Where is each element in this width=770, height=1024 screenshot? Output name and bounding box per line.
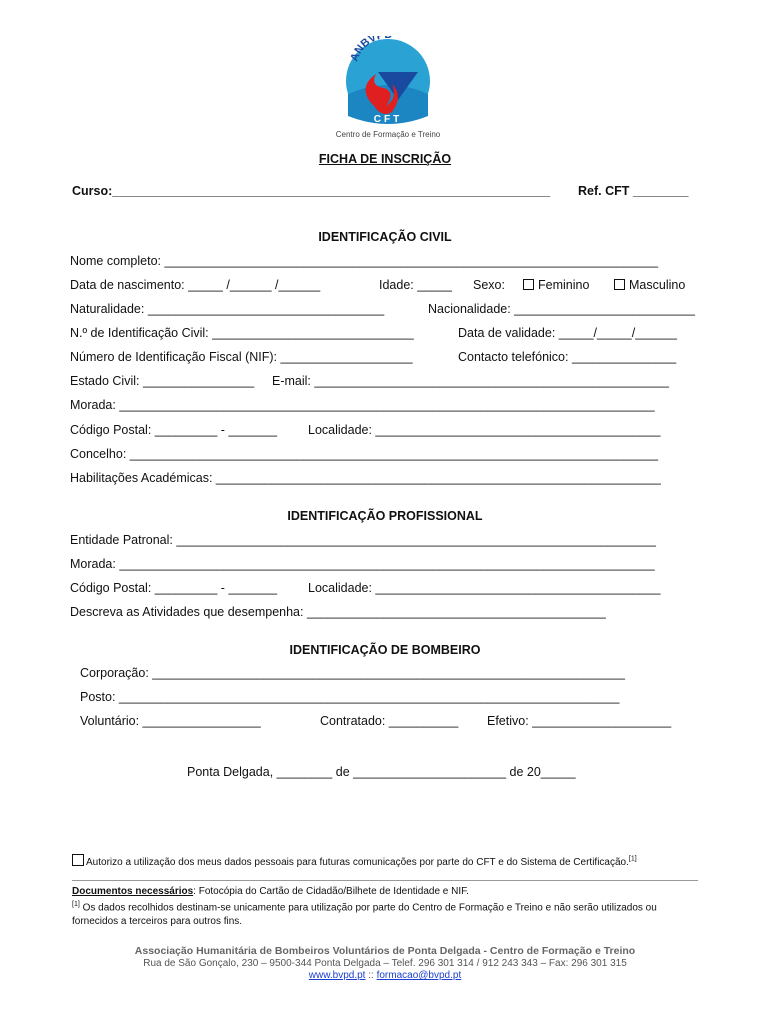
- nif-field[interactable]: Número de Identificação Fiscal (NIF): ___________________: [70, 350, 413, 364]
- contratado-field[interactable]: Contratado: __________: [320, 714, 459, 728]
- atividades-field[interactable]: Descreva as Atividades que desempenha: ___________________________________________: [70, 605, 606, 619]
- concelho-field[interactable]: Concelho: ____________________________________________________________________________: [70, 447, 659, 461]
- naturalidade-field[interactable]: Naturalidade: __________________________________: [70, 302, 385, 316]
- local-data-field[interactable]: Ponta Delgada, ________ de ______________________ de 20_____: [187, 765, 576, 779]
- website-link[interactable]: www.bvpd.pt: [308, 970, 366, 981]
- consent-checkbox[interactable]: [72, 854, 84, 866]
- ref-cft-field[interactable]: Ref. CFT ________: [578, 184, 689, 198]
- nacionalidade-field[interactable]: Nacionalidade: __________________________: [428, 302, 695, 316]
- documentos-necessarios: [72, 886, 469, 897]
- consent-footnote-ref: [1]: [628, 855, 637, 863]
- sexo-label: Sexo:: [473, 278, 505, 292]
- section-heading-bombeiro: IDENTIFICAÇÃO DE BOMBEIRO: [289, 643, 481, 657]
- posto-field[interactable]: Posto: ________________________________________________________________________: [80, 690, 620, 704]
- consent-row[interactable]: [72, 854, 637, 868]
- morada-field[interactable]: Morada: _____________________________________________________________________________: [70, 398, 655, 412]
- footer-org: Associação Humanitária de Bombeiros Voluntários de Ponta Delgada - Centro de Formação e Treino: [134, 945, 636, 957]
- data-validade-field[interactable]: Data de validade: _____/_____/______: [458, 326, 677, 340]
- form-title: FICHA DE INSCRIÇÃO: [318, 152, 452, 166]
- data-nascimento-field[interactable]: Data de nascimento: _____ /______ /______: [70, 278, 321, 292]
- masculino-option[interactable]: [614, 278, 685, 292]
- email-link[interactable]: formacao@bvpd.pt: [376, 970, 462, 981]
- footnote-text-1: Os dados recolhidos destinam-se unicamente para utilização por parte do Centro de Formação e Treino e não serão utilizados ou: [79, 902, 657, 914]
- footnote-ref: [1]: [72, 901, 80, 908]
- footer-links: [0, 970, 770, 981]
- anbvpd-logo: [326, 36, 450, 140]
- consent-text: Autorizo a utilização dos meus dados pessoais para futuras comunicações por parte do CFT e do Sistema de Certificação.: [86, 857, 629, 868]
- masculino-checkbox[interactable]: [614, 279, 625, 290]
- footnote-line-1: [72, 901, 657, 913]
- estado-civil-field[interactable]: Estado Civil: ________________: [70, 374, 255, 388]
- localidade-field[interactable]: Localidade: _________________________________________: [308, 423, 661, 437]
- morada-profissional-field[interactable]: Morada: _____________________________________________________________________________: [70, 557, 655, 571]
- section-heading-profissional: IDENTIFICAÇÃO PROFISSIONAL: [287, 509, 483, 523]
- corporacao-field[interactable]: Corporação: ____________________________________________________________________: [80, 666, 625, 680]
- curso-field[interactable]: Curso:_______________________________________________________________: [72, 184, 551, 198]
- habilitacoes-field[interactable]: Habilitações Académicas: ________________________________________________________________: [70, 471, 661, 485]
- masculino-label: Masculino: [629, 278, 686, 292]
- documentos-label: Documentos necessários: [72, 886, 194, 897]
- email-field[interactable]: E-mail: ___________________________________________________: [272, 374, 669, 388]
- contacto-field[interactable]: Contacto telefónico: _______________: [458, 350, 677, 364]
- id-civil-field[interactable]: N.º de Identificação Civil: _____________________________: [70, 326, 414, 340]
- footnote-line-2: fornecidos a terceiros para outros fins.: [72, 916, 243, 927]
- section-heading-civil: IDENTIFICAÇÃO CIVIL: [318, 230, 452, 244]
- footer-address: Rua de São Gonçalo, 230 – 9500-344 Ponta Delgada – Telef. 296 301 314 / 912 243 343 – Fax: 296 301 315: [143, 958, 627, 969]
- logo-inner-text: CFT: [373, 114, 403, 125]
- documentos-text: : Fotocópia do Cartão de Cidadão/Bilhete de Identidade e NIF.: [193, 886, 469, 897]
- nome-field[interactable]: Nome completo: _______________________________________________________________________: [70, 254, 659, 268]
- footer-separator: ::: [368, 970, 374, 981]
- codigo-postal-profissional-field[interactable]: Código Postal: _________ - _______: [70, 581, 278, 595]
- localidade-profissional-field[interactable]: Localidade: _________________________________________: [308, 581, 661, 595]
- feminino-option[interactable]: [523, 278, 589, 292]
- logo-arc-text: ANBV: [348, 36, 379, 64]
- entidade-patronal-field[interactable]: Entidade Patronal: _____________________________________________________________________: [70, 533, 657, 547]
- idade-field[interactable]: Idade: _____: [379, 278, 452, 292]
- feminino-label: Feminino: [538, 278, 590, 292]
- codigo-postal-field[interactable]: Código Postal: _________ - _______: [70, 423, 278, 437]
- efetivo-field[interactable]: Efetivo: ____________________: [487, 714, 672, 728]
- logo-caption: Centro de Formação e Treino: [335, 130, 441, 139]
- footnote-divider: [72, 880, 698, 881]
- feminino-checkbox[interactable]: [523, 279, 534, 290]
- voluntario-field[interactable]: Voluntário: _________________: [80, 714, 261, 728]
